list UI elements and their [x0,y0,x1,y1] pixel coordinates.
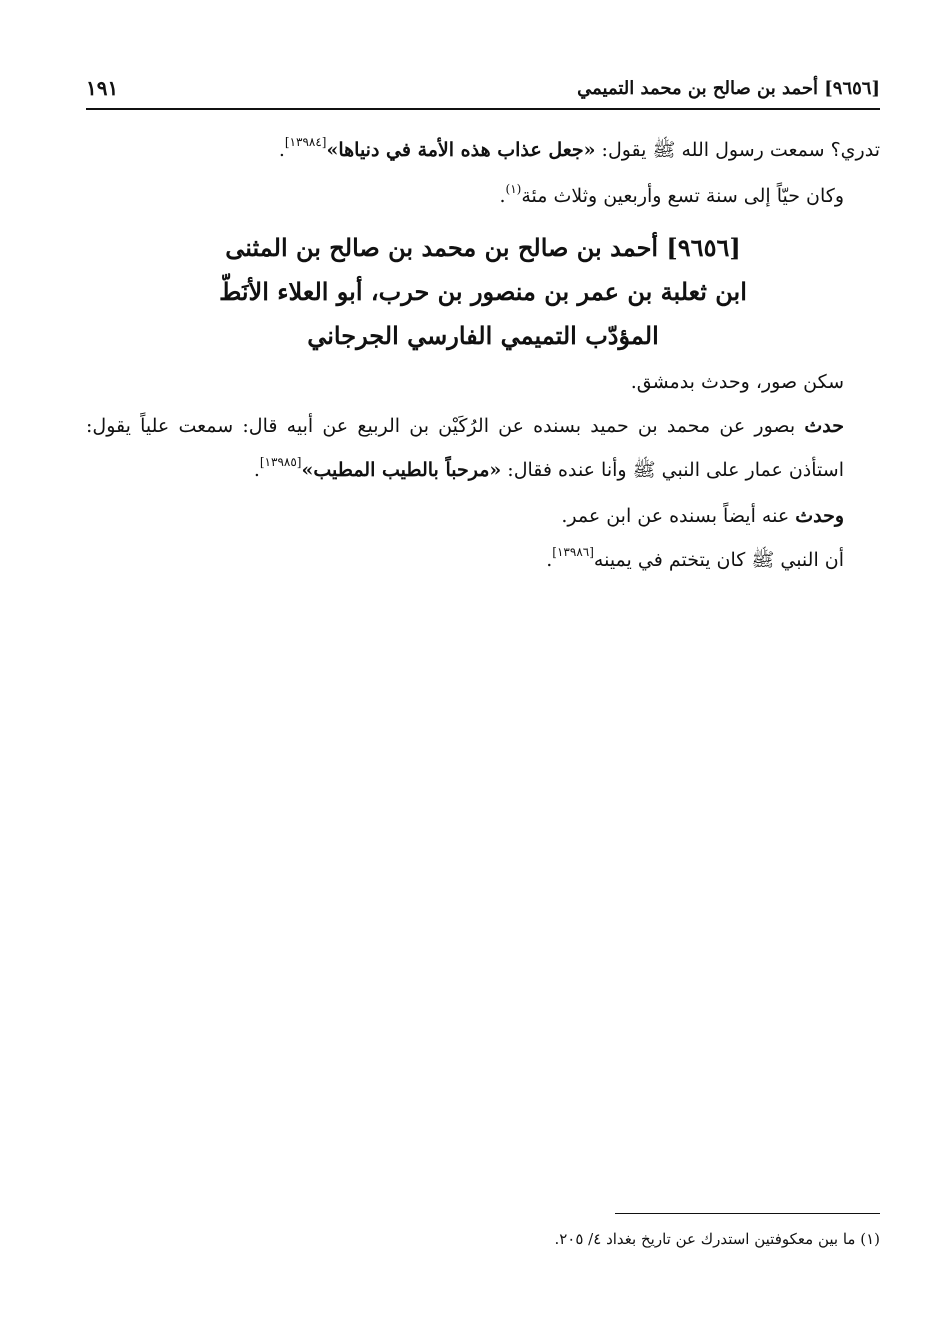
page-number: ١٩١ [86,76,119,100]
paragraph-4 [86,404,880,494]
running-title: [٩٦٥٦] أحمد بن صالح بن محمد التميمي [577,77,880,99]
paragraph-6-text: أن النبي ﷺ كان يتختم في يمينه [593,549,844,571]
heading-line-2: ابن ثعلبة بن عمر بن منصور بن حرب، أبو العلاء الأنَطّ [219,277,747,306]
main-text [86,128,880,584]
footnote [86,1225,880,1253]
hadith-ref-3: [١٣٩٨٦] [552,545,594,559]
heading-line-1: [٩٦٥٦] أحمد بن صالح بن محمد بن صالح بن المثنى [225,233,741,262]
paragraph-3 [86,360,880,404]
footnote-text: ما بين معكوفتين استدرك عن تاريخ بغداد ٤/ ٢٠٥. [554,1230,856,1248]
paragraph-6 [86,538,880,584]
entry-heading [86,226,880,358]
paragraph-1-end: . [278,139,285,161]
paragraph-1 [86,128,880,174]
footnote-number: (١) [860,1230,880,1248]
paragraph-2-text: وكان حيّاً إلى سنة تسع وأربعين وثلاث مئة [521,185,844,207]
hadith-quote-2: «مرحباً بالطيب المطيب» [301,459,502,481]
footnote-marker: (١) [505,182,522,196]
paragraph-2-end: . [499,185,506,207]
paragraph-5 [86,494,880,538]
paragraph-1-text: تدري؟ سمعت رسول الله ﷺ يقول: [595,139,880,161]
paragraph-5-lead: وحدث [795,505,844,527]
footnote-divider [615,1213,880,1214]
paragraph-5-text: عنه أيضاً بسنده عن ابن عمر. [561,505,796,527]
hadith-ref-1: [١٣٩٨٤] [284,135,327,149]
paragraph-2 [86,174,880,220]
paragraph-4-lead: حدث [804,415,844,437]
hadith-quote-1: «جعل عذاب هذه الأمة في دنياها» [326,139,596,161]
paragraph-6-end: . [546,549,553,571]
paragraph-4-text: بصور عن محمد بن حميد بسنده عن الرُكَيْن بن الربيع عن أبيه قال: سمعت علياً يقول: استأذن عمار على النبي ﷺ وأنا عنده فقال: [86,415,844,481]
page-header [86,68,880,110]
paragraph-4-end: . [253,459,260,481]
paragraph-3-text: سكن صور، وحدث بدمشق. [630,371,844,393]
heading-line-3: المؤدّب التميمي الفارسي الجرجاني [307,321,659,350]
hadith-ref-2: [١٣٩٨٥] [259,455,302,469]
